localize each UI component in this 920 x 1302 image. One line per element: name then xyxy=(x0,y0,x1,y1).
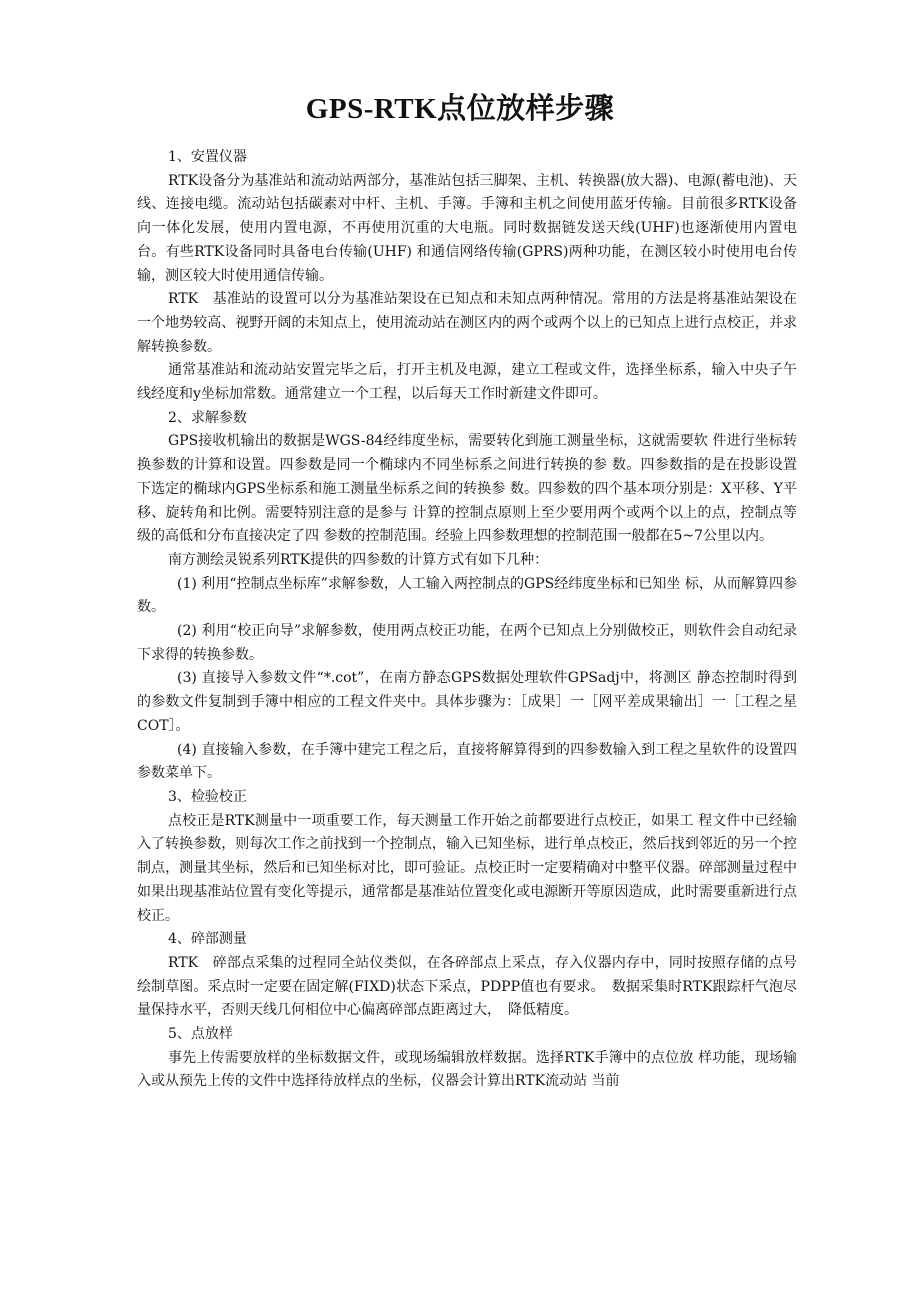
paragraph: GPS接收机输出的数据是WGS-84经纬度坐标，需要转化到施工测量坐标，这就需要软 件进行坐标转换参数的计算和设置。四参数是同一个椭球内不同坐标系之间进行转换的参 数。四参数指的是在投影设置下选定的椭球内GPS坐标系和施工测量坐标系之间的转换参 数。四参数的四个基本项分别是：X平移、Y平移、旋转角和比例。需要特别注意的是参与 计算的控制点原则上至少要用两个或两个以上的点，控制点等级的高低和分布直接决定了四 参数的控制范围。经验上四参数理想的控制范围一般都在5~7公里以内。 xyxy=(137,433,797,545)
section-heading-2: 2、求解参数 xyxy=(168,409,247,426)
paragraph: 通常基准站和流动站安置完毕之后，打开主机及电源，建立工程或文件，选择坐标系，输入中央子午线经度和y坐标加常数。通常建立一个工程，以后每天工作时新建文件即可。 xyxy=(137,362,797,403)
list-item: (4) 直接输入参数，在手簿中建完工程之后，直接将解算得到的四参数输入到工程之星软件的设置四参数菜单下。 xyxy=(137,741,797,782)
paragraph: RTK 基准站的设置可以分为基准站架设在已知点和未知点两种情况。常用的方法是将基准站架设在一个地势较高、视野开阔的未知点上，使用流动站在测区内的两个或两个以上的已知点上进行点校正，并求解转换参数。 xyxy=(137,291,797,355)
section-heading-5: 5、点放样 xyxy=(168,1026,233,1043)
paragraph: 南方测绘灵锐系列RTK提供的四参数的计算方式有如下几种： xyxy=(168,551,549,568)
document-body xyxy=(137,146,797,1094)
section-heading-3: 3、检验校正 xyxy=(168,788,247,805)
section-heading-4: 4、碎部测量 xyxy=(168,931,247,948)
paragraph: RTK设备分为基准站和流动站两部分，基准站包括三脚架、主机、转换器(放大器)、电源(蓄电池)、天线、连接电缆。流动站包括碳素对中杆、主机、手簿。手簿和主机之间使用蓝牙传输。目前很多RTK设备向一体化发展，使用内置电源，不再使用沉重的大电瓶。同时数据链发送天线(UHF)也逐渐使用内置电台。有些RTK设备同时具备电台传输(UHF) 和通信网络传输(GPRS)两种功能，在测区较小时使用电台传输，测区较大时使用通信传输。 xyxy=(137,172,797,284)
paragraph: 点校正是RTK测量中一项重要工作，每天测量工作开始之前都要进行点校正，如果工 程文件中已经输入了转换参数，则每次工作之前找到一个控制点，输入已知坐标，进行单点校正，然后找到邻近的另一个控制点，测量其坐标，然后和已知坐标对比，即可验证。点校正时一定要精确对中整平仪器。碎部测量过程中如果出现基准站位置有变化等提示，通常都是基准站位置变化或电源断开等原因造成，此时需要重新进行点校正。 xyxy=(137,812,797,924)
list-item: (3) 直接导入参数文件“*.cot”，在南方静态GPS数据处理软件GPSadj中，将测区 静态控制时得到的参数文件复制到手簿中相应的工程文件夹中。具体步骤为：［成果］一［网平差成果输出］一［工程之星COT］。 xyxy=(137,670,797,734)
section-heading-1: 1、安置仪器 xyxy=(168,149,247,165)
paragraph: RTK 碎部点采集的过程同全站仪类似，在各碎部点上采点，存入仪器内存中，同时按照存储的点号绘制草图。采点时一定要在固定解(FIXD)状态下采点，PDPP值也有要求。 数据采集时RTK跟踪杆气泡尽量保持水平，否则天线几何相位中心偏离碎部点距离过大， 降低精度。 xyxy=(137,954,797,1019)
list-item: (2) 利用“校正向导”求解参数，使用两点校正功能，在两个已知点上分别做校正，则软件会自动纪录下求得的转换参数。 xyxy=(137,623,797,663)
paragraph: 事先上传需要放样的坐标数据文件，或现场编辑放样数据。选择RTK手簿中的点位放 样功能，现场输入或从预先上传的文件中选择待放样点的坐标，仪器会计算出RTK流动站 当前 xyxy=(137,1049,797,1090)
list-item: (1) 利用“控制点坐标库”求解参数，人工输入两控制点的GPS经纬度坐标和已知坐 标，从而解算四参数。 xyxy=(137,575,797,616)
document-title: GPS-RTK点位放样步骤 xyxy=(305,93,615,125)
